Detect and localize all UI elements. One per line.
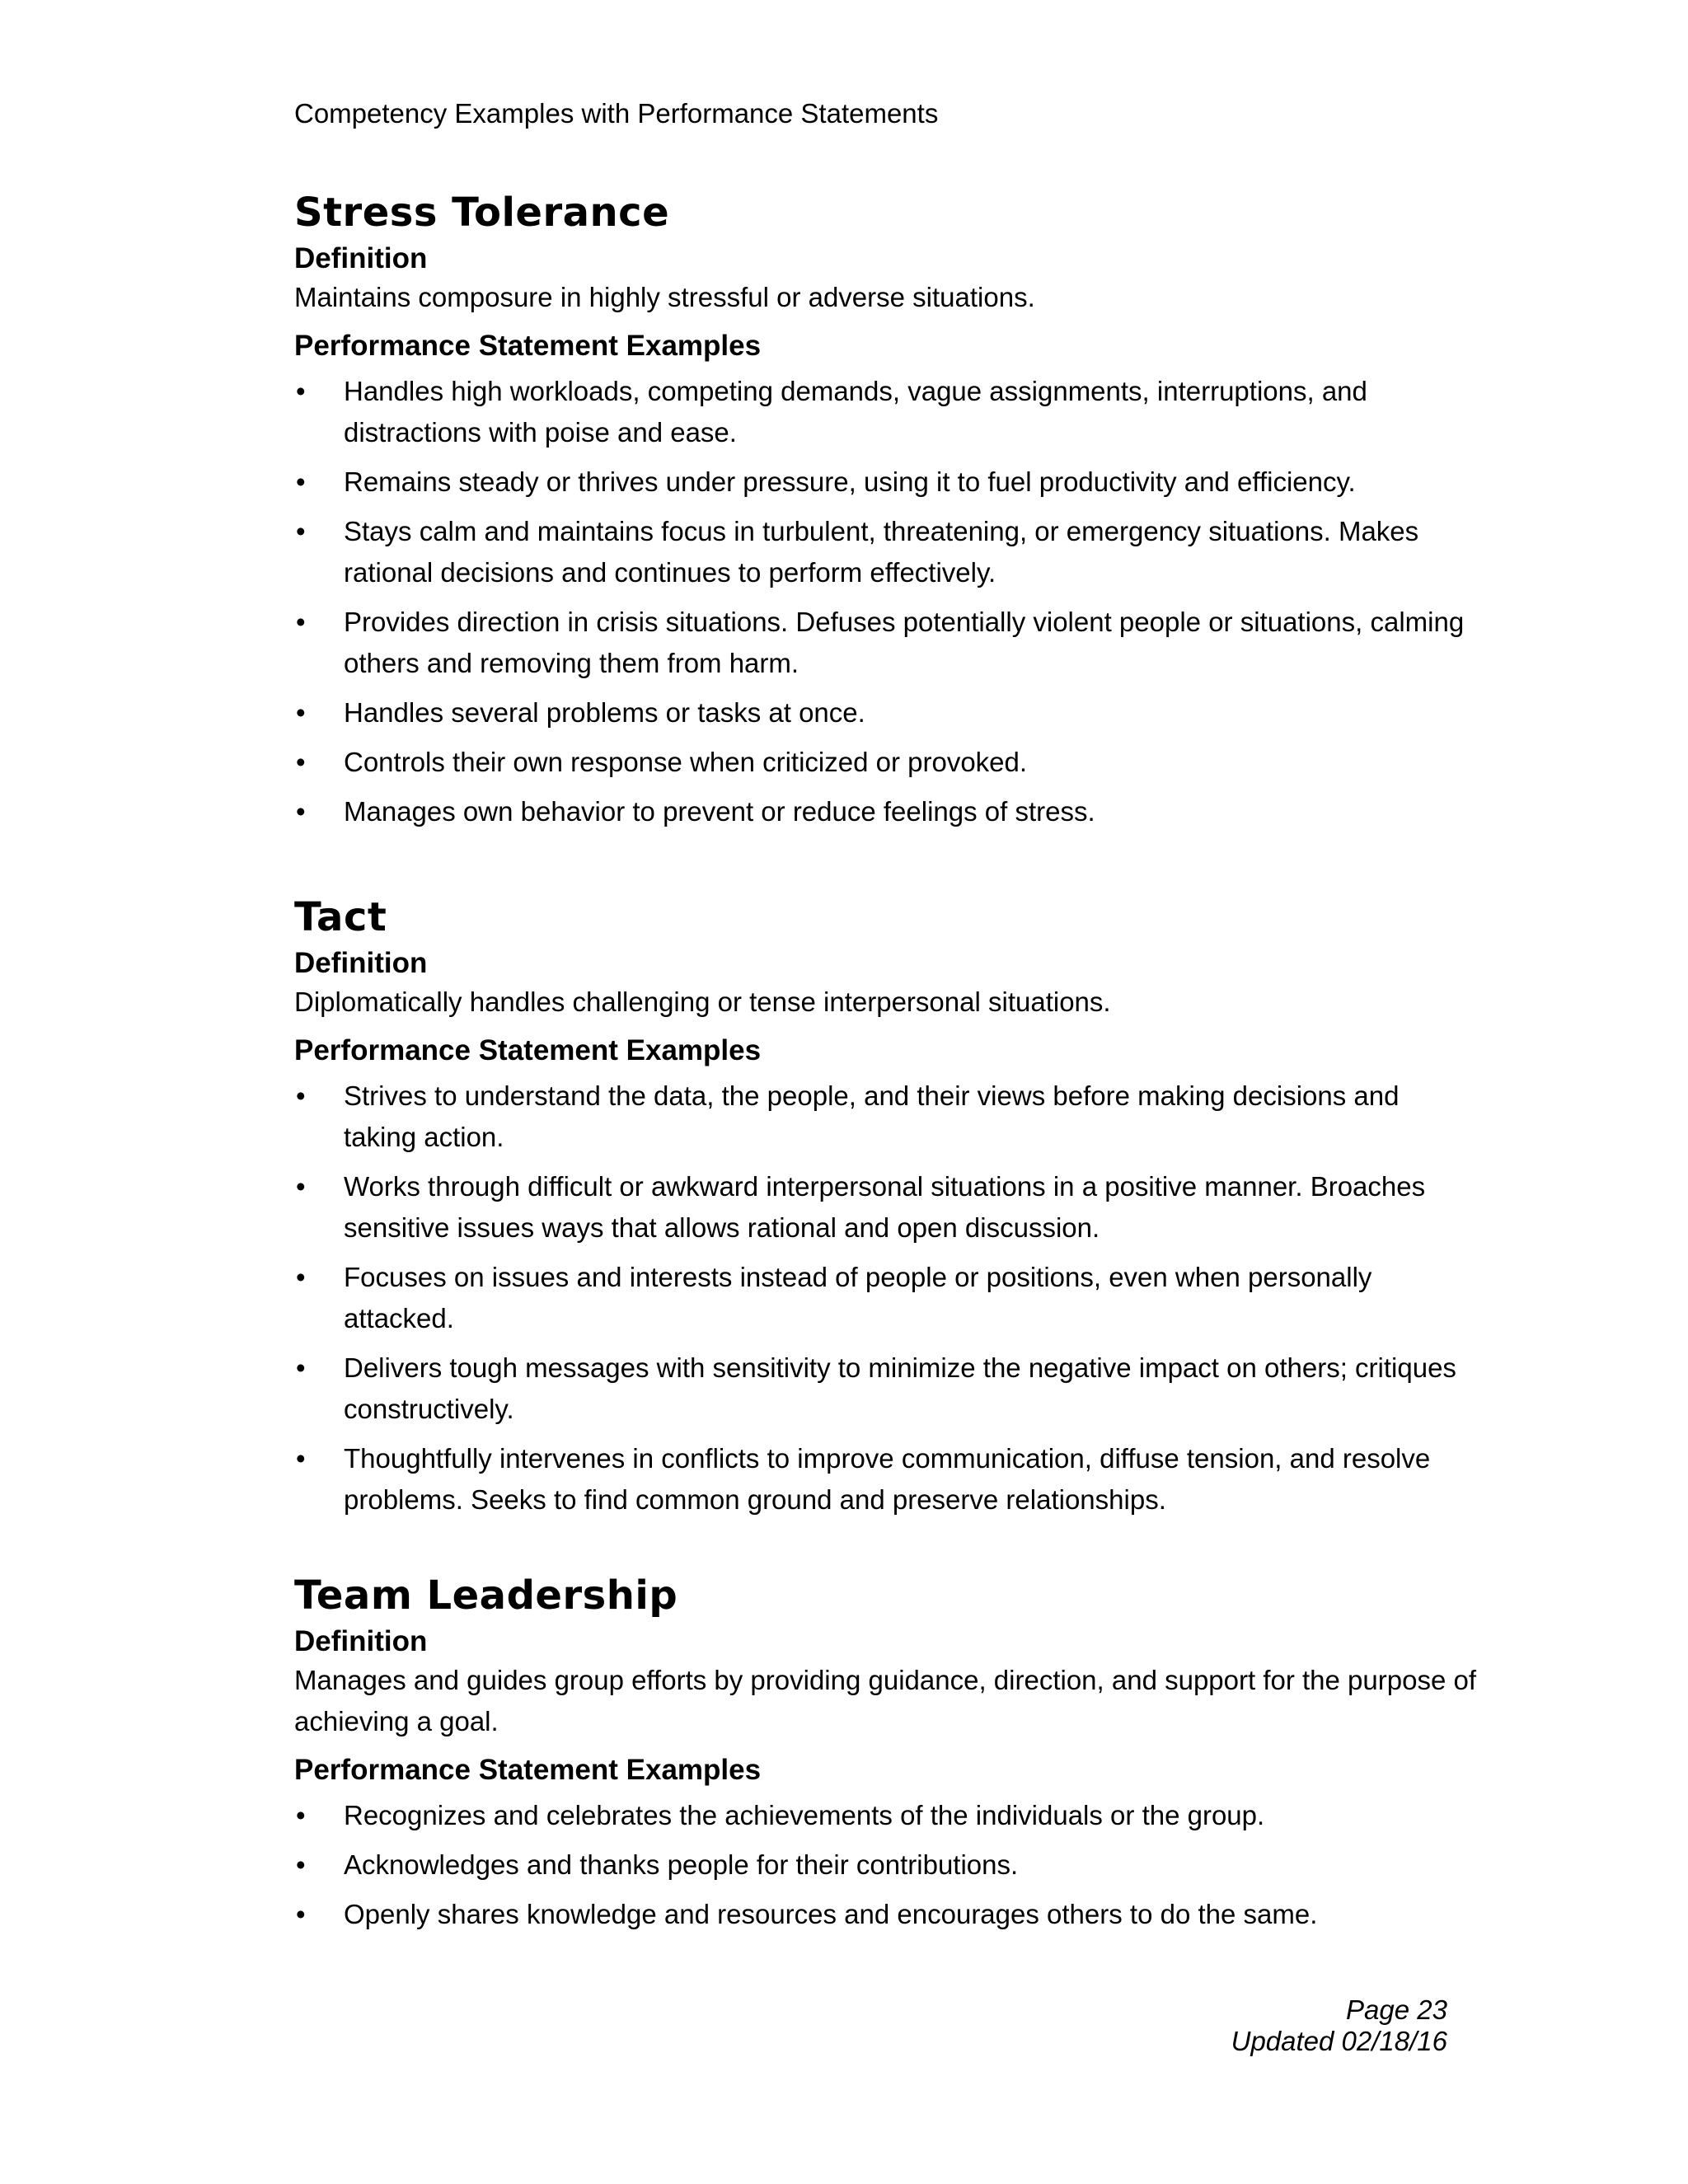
definition-text: Manages and guides group efforts by providing guidance, direction, and support for the purpose of achieving a goal. [294,1665,1477,1736]
examples-heading: Performance Statement Examples [294,330,762,362]
list-item [294,371,1476,453]
list-item-text: Strives to understand the data, the people, and their views before making decisions and taking action. [344,1080,1400,1152]
bullet-icon: • [296,516,306,546]
list-item-text: Delivers tough messages with sensitivity to minimize the negative impact on others; critiques constructively. [344,1352,1456,1424]
bullet-icon: • [296,796,306,827]
list-item-text: Stays calm and maintains focus in turbulent, threatening, or emergency situations. Makes rational decisions and continues to perform effectively. [344,516,1419,588]
list-item-text: Openly shares knowledge and resources and encourages others to do the same. [344,1899,1318,1929]
list-item [294,1894,1476,1935]
bullet-icon: • [296,1080,306,1111]
list-item [294,1166,1476,1249]
definition-heading: Definition [294,947,428,979]
list-item-text: Remains steady or thrives under pressure, using it to fuel productivity and efficiency. [344,466,1356,497]
updated-date: Updated 02/18/16 [1231,2026,1447,2056]
bullet-icon: • [296,1171,306,1202]
examples-heading: Performance Statement Examples [294,1754,762,1786]
bullet-icon: • [296,1800,306,1830]
list-item-text: Provides direction in crisis situations. Defuses potentially violent people or situations, calming others and removing them from harm. [344,607,1465,678]
list-item [294,1438,1476,1521]
list-item [294,1257,1476,1339]
list-item [294,1795,1476,1836]
examples-list [294,1795,1476,1935]
bullet-icon: • [296,376,306,406]
bullet-icon: • [296,1443,306,1474]
list-item [294,511,1476,593]
bullet-icon: • [296,607,306,637]
page-number: Page 23 [1346,1994,1447,2025]
list-item-text: Focuses on issues and interests instead of people or positions, even when personally attacked. [344,1262,1372,1333]
section-title: Stress Tolerance [294,190,670,236]
list-item-text: Works through difficult or awkward interpersonal situations in a positive manner. Broaches sensitive issues ways that allows rational and open discussion. [344,1171,1426,1243]
list-item-text: Handles several problems or tasks at once. [344,697,865,728]
list-item-text: Thoughtfully intervenes in conflicts to improve communication, diffuse tension, and resolve problems. Seeks to find common ground and preserve relationships. [344,1443,1431,1515]
list-item [294,791,1476,832]
section-title: Tact [294,894,387,940]
section-title: Team Leadership [294,1572,678,1619]
definition-heading: Definition [294,242,428,274]
bullet-icon: • [296,1849,306,1880]
document-page [294,0,1476,2184]
list-item-text: Handles high workloads, competing demands, vague assignments, interruptions, and distractions with poise and ease. [344,376,1367,448]
running-header: Competency Examples with Performance Statements [294,98,939,129]
list-item-text: Acknowledges and thanks people for their contributions. [344,1849,1019,1880]
list-item-text: Recognizes and celebrates the achievements of the individuals or the group. [344,1800,1265,1830]
bullet-icon: • [296,1352,306,1383]
list-item [294,742,1476,783]
examples-list [294,371,1476,832]
definition-heading: Definition [294,1625,428,1657]
list-item [294,462,1476,503]
section-stress-tolerance [294,188,1476,841]
list-item-text: Controls their own response when criticized or provoked. [344,747,1028,777]
bullet-icon: • [296,1899,306,1929]
list-item [294,1347,1476,1430]
examples-heading: Performance Statement Examples [294,1034,762,1066]
definition-text: Maintains composure in highly stressful or adverse situations. [294,282,1035,312]
bullet-icon: • [296,697,306,728]
definition-text: Diplomatically handles challenging or tense interpersonal situations. [294,987,1111,1017]
bullet-icon: • [296,747,306,777]
list-item [294,1076,1476,1158]
bullet-icon: • [296,466,306,497]
section-tact [294,893,1476,1529]
list-item [294,692,1476,733]
list-item-text: Manages own behavior to prevent or reduce feelings of stress. [344,796,1095,827]
list-item [294,602,1476,684]
section-team-leadership [294,1571,1476,1943]
bullet-icon: • [296,1262,306,1292]
list-item [294,1844,1476,1886]
page-footer [1231,1994,1447,2057]
examples-list [294,1076,1476,1521]
